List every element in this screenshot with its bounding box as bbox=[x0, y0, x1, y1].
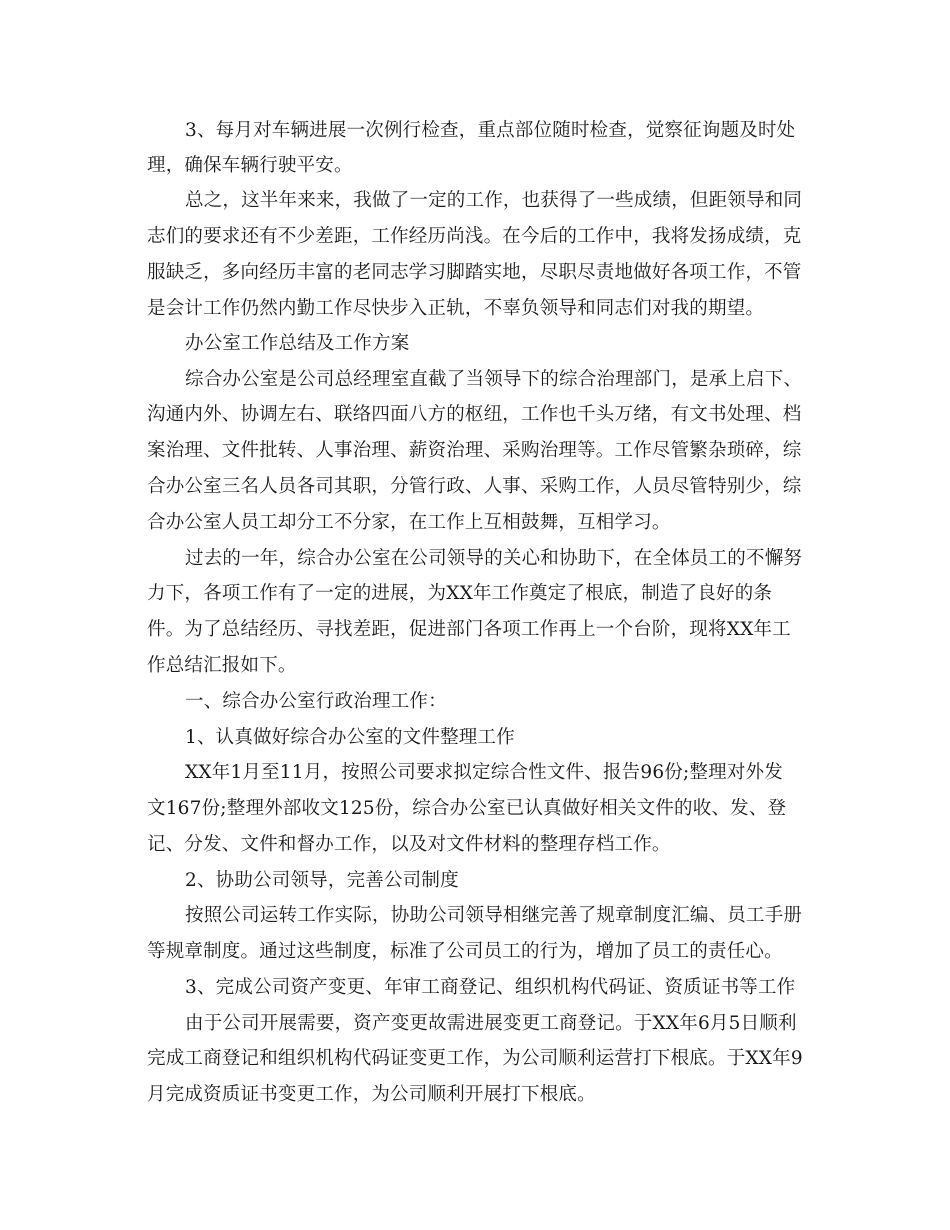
text-line: 志们的要求还有不少差距，工作经历尚浅。在今后的工作中，我将发扬成绩，克 bbox=[147, 226, 802, 247]
section-heading: 办公室工作总结及工作方案 bbox=[185, 333, 410, 354]
text-line: 过去的一年，综合办公室在公司领导的关心和协助下，在全体员工的不懈努 bbox=[185, 548, 803, 569]
text-line: 沟通内外、协调左右、联络四面八方的枢纽，工作也千头万绪，有文书处理、档 bbox=[147, 404, 802, 425]
text-line: 按照公司运转工作实际，协助公司领导相继完善了规章制度汇编、员工手册 bbox=[185, 905, 803, 926]
text-line: 综合办公室是公司总经理室直截了当领导下的综合治理部门，是承上启下、 bbox=[185, 369, 803, 390]
text-line: 案治理、文件批转、人事治理、薪资治理、采购治理等。工作尽管繁杂琐碎，综 bbox=[147, 440, 802, 461]
text-line: 合办公室人员工却分工不分家，在工作上互相鼓舞，互相学习。 bbox=[147, 512, 671, 533]
text-line: 月完成资质证书变更工作，为公司顺利开展打下根底。 bbox=[147, 1084, 596, 1105]
text-line: 件。为了总结经历、寻找差距，促进部门各项工作再上一个台阶，现将XX年工 bbox=[147, 619, 791, 640]
text-line: 记、分发、文件和督办工作，以及对文件材料的整理存档工作。 bbox=[147, 834, 671, 855]
text-line: XX年1月至11月，按照公司要求拟定综合性文件、报告96份;整理对外发 bbox=[185, 762, 783, 783]
text-line: 服缺乏，多向经历丰富的老同志学习脚踏实地，尽职尽责地做好各项工作，不管 bbox=[147, 262, 802, 283]
text-line: 文167份;整理外部收文125份，综合办公室已认真做好相关文件的收、发、登 bbox=[147, 798, 787, 819]
text-line: 力下，各项工作有了一定的进展，为XX年工作奠定了根底，制造了良好的条 bbox=[147, 583, 773, 604]
text-line: 理，确保车辆行驶平安。 bbox=[147, 155, 353, 176]
text-line: 等规章制度。通过这些制度，标准了公司员工的行为，增加了员工的责任心。 bbox=[147, 941, 783, 962]
text-line: 由于公司开展需要，资产变更故需进展变更工商登记。于XX年6月5日顺利 bbox=[185, 1013, 797, 1034]
text-line: 完成工商登记和组织机构代码证变更工作，为公司顺利运营打下根底。于XX年9 bbox=[147, 1048, 803, 1069]
text-line: 合办公室三名人员各司其职，分管行政、人事、采购工作，人员尽管特别少，综 bbox=[147, 476, 802, 497]
text-line: 总之，这半年来来，我做了一定的工作，也获得了一些成绩，但距领导和同 bbox=[185, 190, 803, 211]
text-line: 是会计工作仍然内勤工作尽快步入正轨，不辜负领导和同志们对我的期望。 bbox=[147, 298, 765, 319]
text-line: 作总结汇报如下。 bbox=[147, 655, 297, 676]
text-line: 3、每月对车辆进展一次例行检查，重点部位随时检查，觉察征询题及时处 bbox=[185, 120, 796, 141]
subsection-heading: 3、完成公司资产变更、年审工商登记、组织机构代码证、资质证书等工作 bbox=[185, 977, 796, 998]
subsection-heading: 2、协助公司领导，完善公司制度 bbox=[185, 870, 459, 891]
subsection-heading: 1、认真做好综合办公室的文件整理工作 bbox=[185, 727, 515, 748]
section-heading: 一、综合办公室行政治理工作： bbox=[185, 691, 447, 712]
